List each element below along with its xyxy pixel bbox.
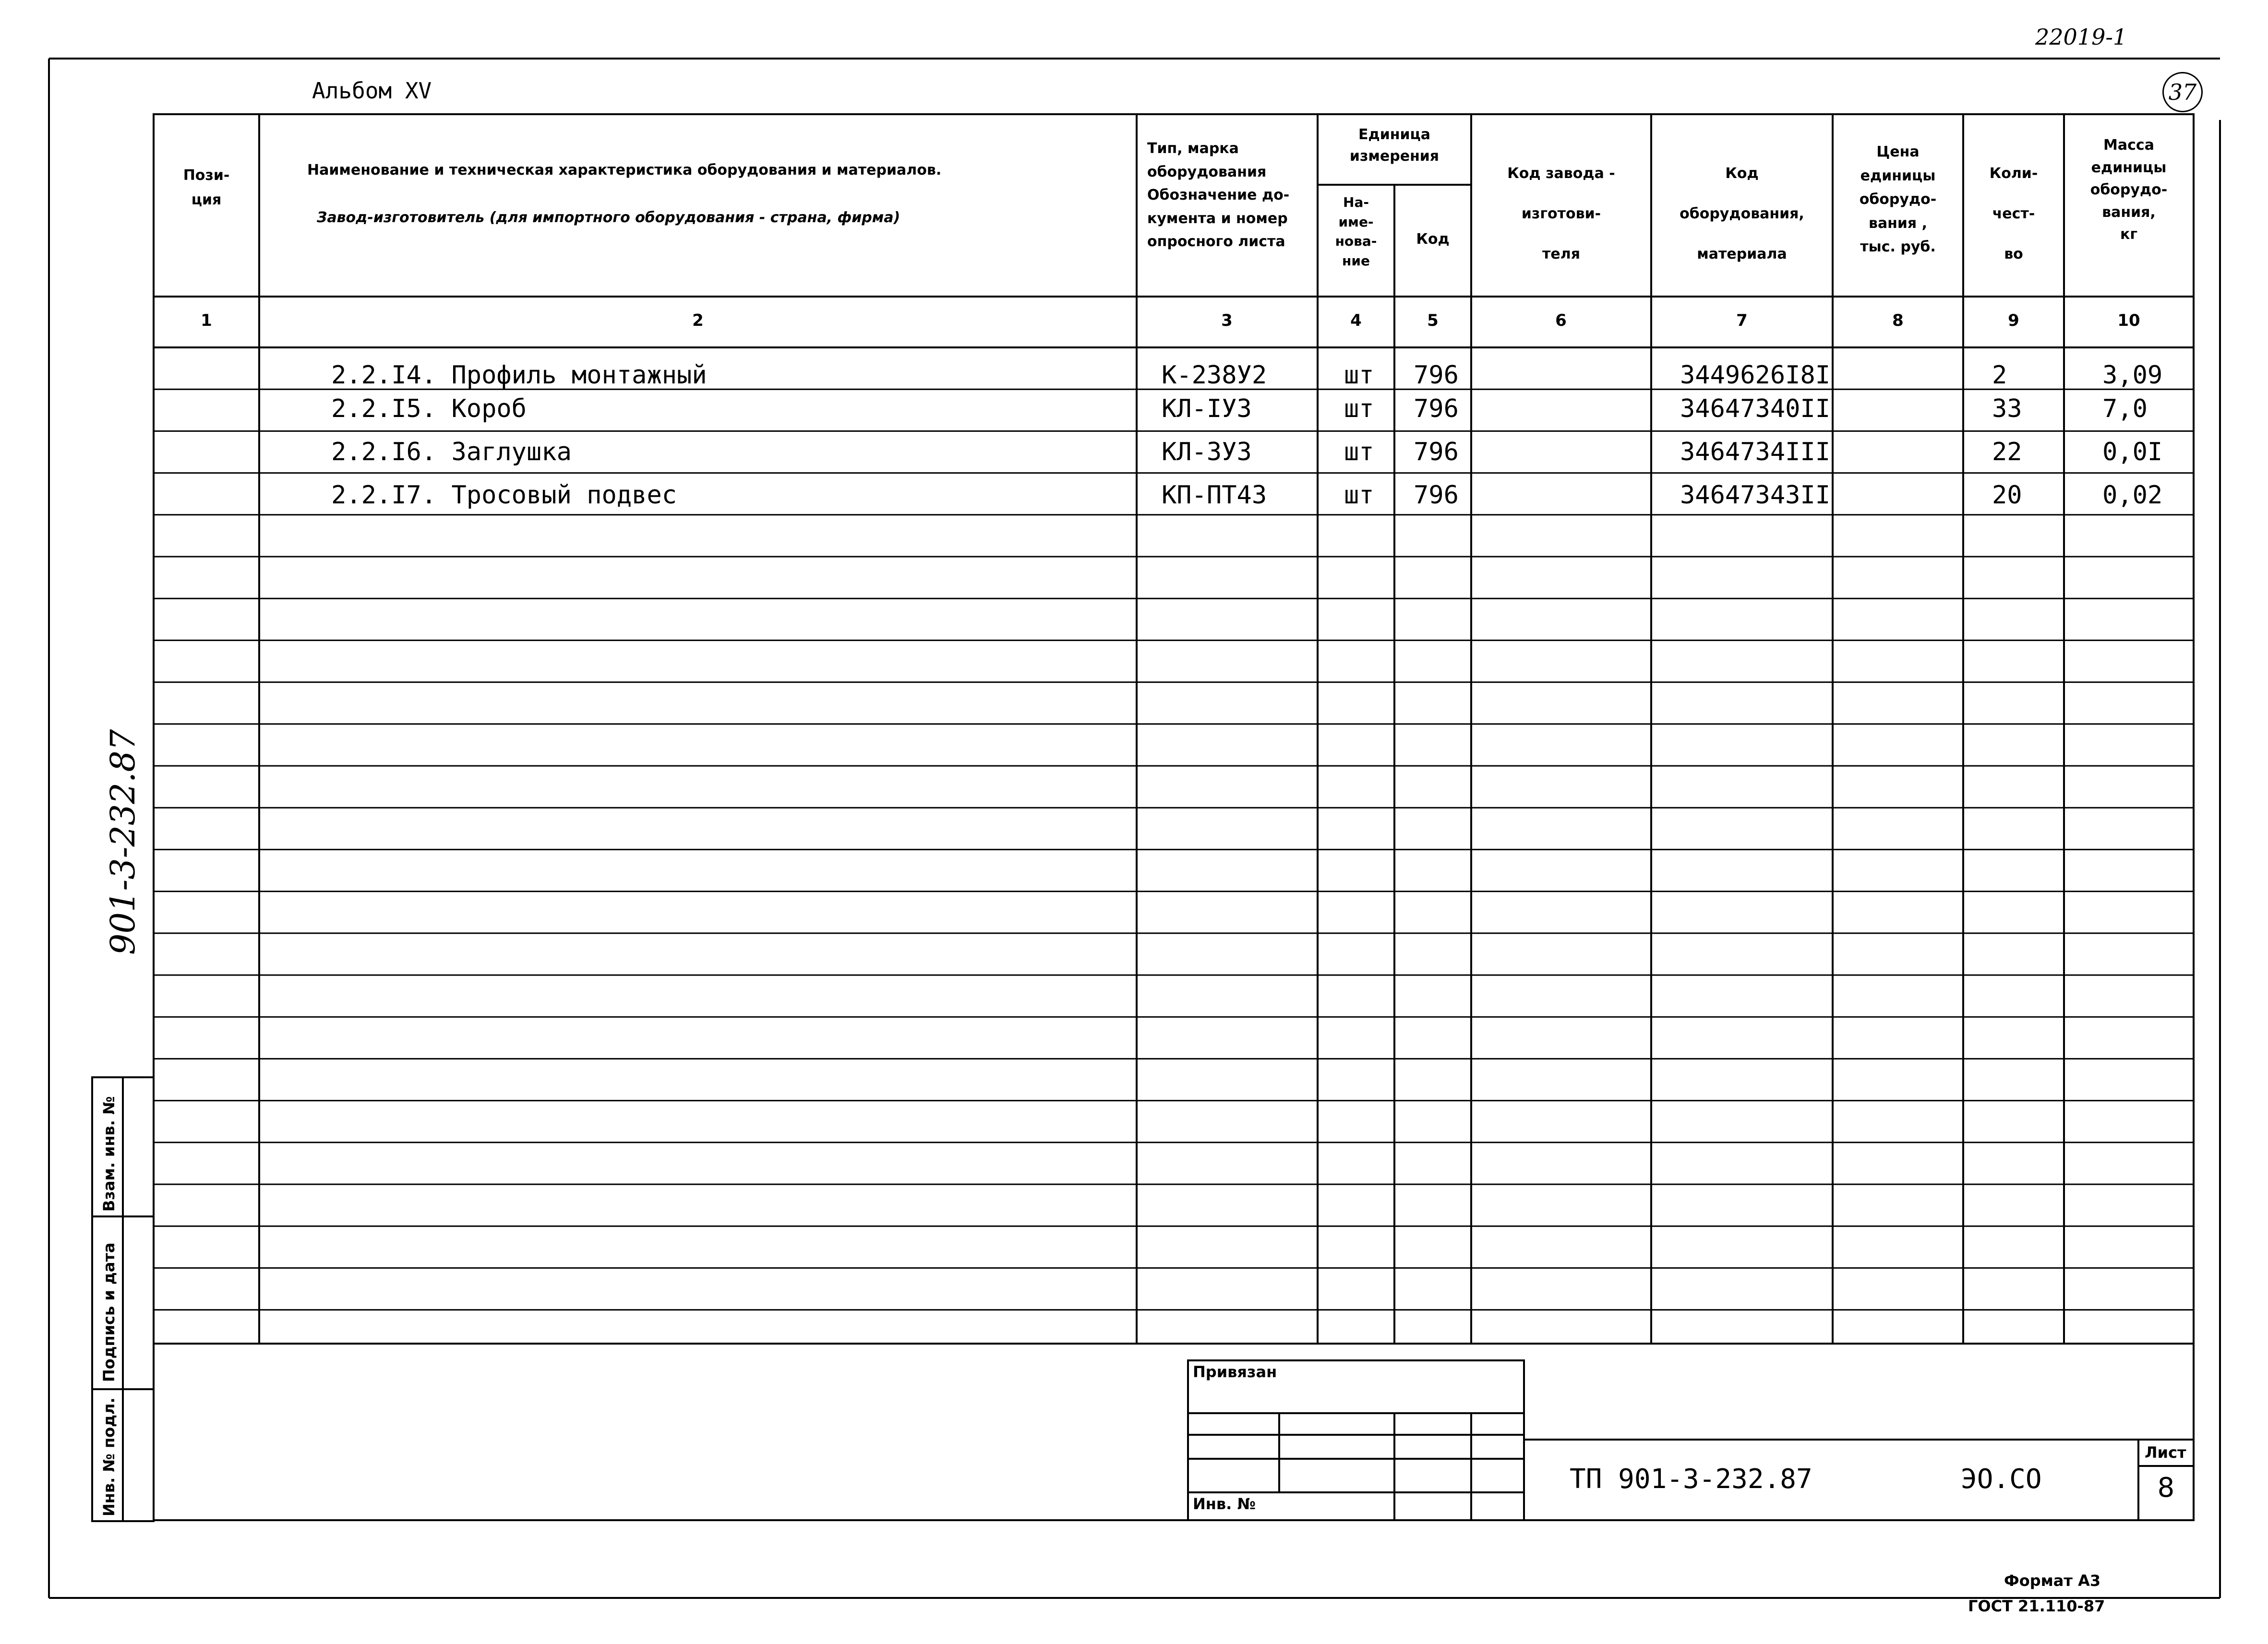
header-position: Пози- ция (183, 167, 230, 208)
gost-label: ГОСТ 21.110-87 (1968, 1597, 2105, 1615)
column-number: 10 (2117, 311, 2140, 330)
header-name-line1: Наименование и техническая характеристика оборудования и материалов. (307, 162, 942, 179)
row-type: КЛ-3У3 (1162, 438, 1252, 466)
row-code: 796 (1414, 438, 1459, 466)
row-equip-code: 3449626I8I (1680, 361, 1831, 390)
row-unit: шт (1344, 438, 1374, 466)
row-type: КП-ПТ43 (1162, 481, 1267, 510)
header-price: Цена единицы оборудо- вания , тыс. руб. (1859, 143, 1937, 255)
corner-code: 22019-1 (2035, 24, 2127, 50)
stamp-inv-podl: Инв. № подл. (100, 1397, 118, 1516)
side-code: 901-3-232.87 (103, 729, 143, 955)
header-type: Тип, марка оборудования Обозначение до- кумента и номер опросного листа (1147, 140, 1290, 250)
column-number: 5 (1427, 311, 1439, 330)
column-number: 9 (2008, 311, 2019, 330)
header-mass: Масса единицы оборудо- вания, кг (2090, 137, 2168, 243)
album-title: Альбом ХV (312, 78, 432, 104)
row-equip-code: 34647343II (1680, 481, 1831, 510)
column-number: 7 (1736, 311, 1748, 330)
column-number: 1 (201, 311, 212, 330)
row-type: К-238У2 (1162, 361, 1267, 390)
row-equip-code: 3464734III (1680, 438, 1831, 466)
stamp-vzam: Взам. инв. № (100, 1096, 118, 1212)
row-name: 2.2.I6. Заглушка (331, 438, 572, 466)
row-code: 796 (1414, 394, 1459, 423)
row-mass: 3,09 (2102, 361, 2163, 390)
header-unit-code: Код (1416, 231, 1450, 248)
row-unit: шт (1344, 394, 1374, 423)
row-qty: 22 (1992, 438, 2022, 466)
row-type: КЛ-IУ3 (1162, 394, 1252, 423)
column-number: 3 (1221, 311, 1233, 330)
column-number: 2 (692, 311, 704, 330)
stamp-podpis: Подпись и дата (100, 1242, 118, 1382)
header-unit-group: Единица измерения (1349, 126, 1440, 165)
row-unit: шт (1344, 481, 1374, 510)
row-qty: 2 (1992, 361, 2007, 390)
privyazan-label: Привязан (1193, 1363, 1277, 1381)
header-unit-name: На- име- нова- ние (1335, 194, 1377, 269)
column-number: 6 (1555, 311, 1567, 330)
row-mass: 7,0 (2102, 394, 2148, 423)
column-number: 4 (1350, 311, 1362, 330)
sheet-number: 8 (2157, 1472, 2175, 1503)
header-name-line2: Завод-изготовитель (для импортного оборудования - страна, фирма) (317, 209, 900, 226)
row-code: 796 (1414, 361, 1459, 390)
row-mass: 0,0I (2102, 438, 2163, 466)
row-name: 2.2.I5. Короб (331, 394, 527, 423)
row-equip-code: 34647340II (1680, 394, 1831, 423)
header-maker-code: Код завода - изготови- теля (1507, 165, 1615, 262)
row-mass: 0,02 (2102, 481, 2163, 510)
row-qty: 20 (1992, 481, 2022, 510)
row-name: 2.2.I7. Тросовый подвес (331, 481, 677, 510)
inv-no-label: Инв. № (1193, 1495, 1256, 1513)
header-equip-code: Код оборудования, материала (1680, 165, 1804, 262)
row-qty: 33 (1992, 394, 2022, 423)
sheet-label: Лист (2145, 1443, 2186, 1462)
sheet-mark: 37 (2162, 72, 2203, 112)
doc-code: ТП 901-3-232.87 (1570, 1464, 1812, 1495)
doc-mark: ЭО.СО (1961, 1464, 2042, 1495)
format-label: Формат А3 (2004, 1572, 2101, 1590)
header-qty: Коли- чест- во (1989, 165, 2038, 262)
row-unit: шт (1344, 361, 1374, 390)
column-number: 8 (1892, 311, 1904, 330)
row-name: 2.2.I4. Профиль монтажный (331, 361, 707, 390)
row-code: 796 (1414, 481, 1459, 510)
